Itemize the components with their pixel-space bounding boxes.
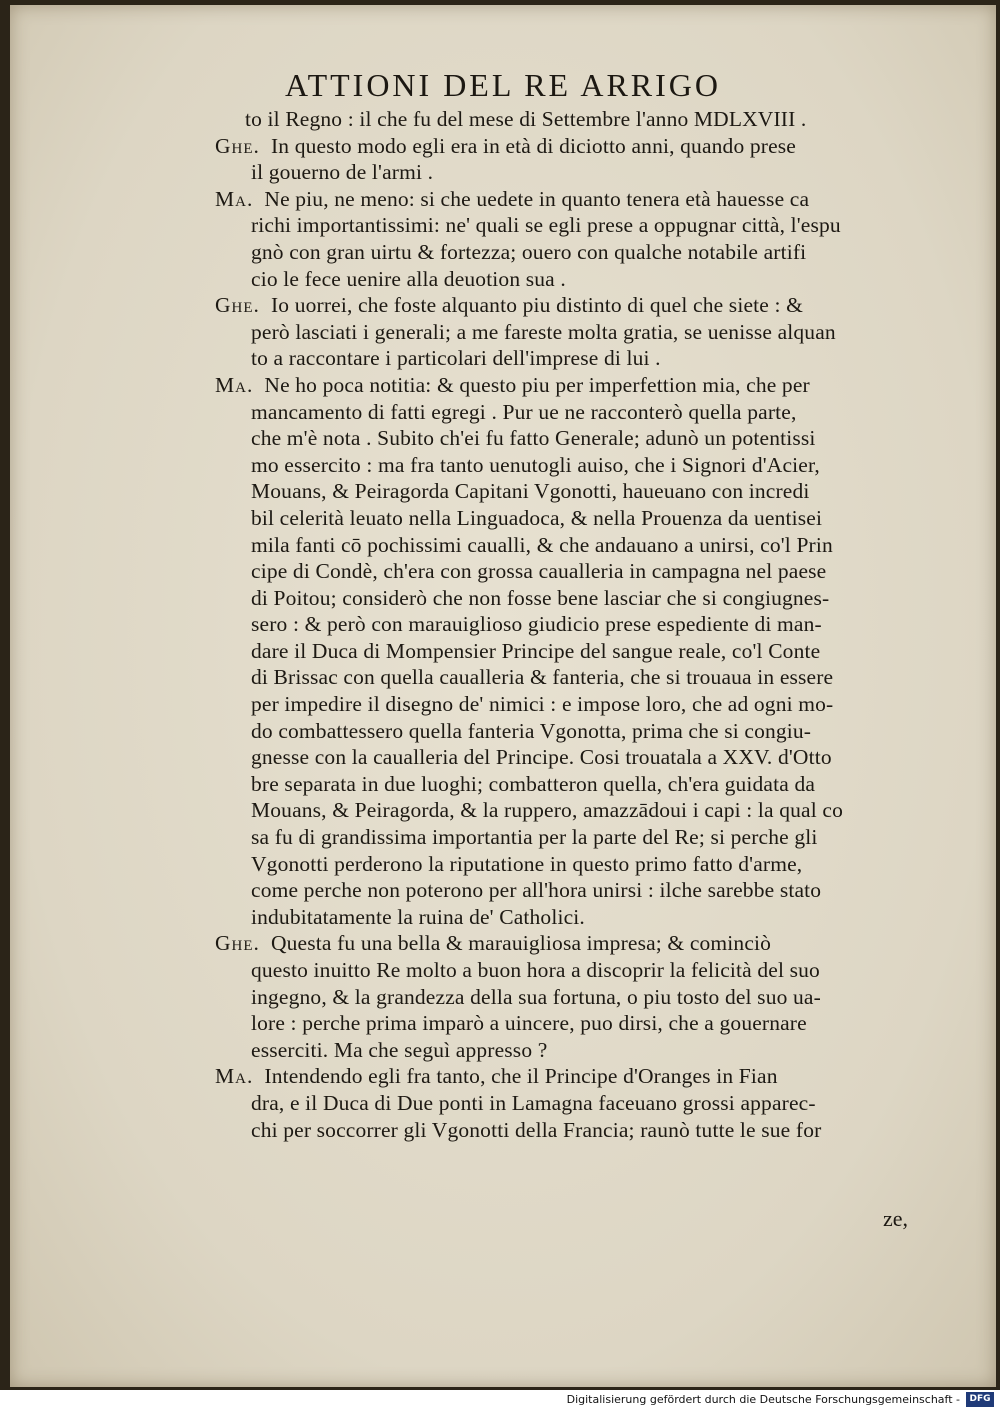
text-line	[251, 1117, 915, 1144]
line-text: Mouans, & Peiragorda Capitani Vgonotti, haueuano con incredi	[251, 479, 810, 504]
text-line	[245, 106, 915, 133]
line-text: mancamento di fatti egregi . Pur ue ne racconterò quella parte,	[251, 399, 797, 424]
speaker-label: Ma.	[215, 1064, 254, 1089]
text-line	[251, 212, 915, 239]
text-line	[251, 638, 915, 665]
text-line	[215, 1063, 915, 1090]
text-line	[251, 585, 915, 612]
text-line	[215, 930, 915, 957]
text-line	[251, 266, 915, 293]
text-line	[251, 1010, 915, 1037]
line-text: chi per soccorrer gli Vgonotti della Francia; raunò tutte le sue for	[251, 1117, 822, 1142]
text-line	[251, 452, 915, 479]
text-line	[251, 691, 915, 718]
speaker-label: Ghe.	[215, 293, 260, 318]
line-text: cio le fece uenire alla deuotion sua .	[251, 266, 566, 291]
text-line	[215, 292, 915, 319]
line-text: Mouans, & Peiragorda, & la ruppero, amazzādoui i capi : la qual co	[251, 798, 843, 823]
line-text: Ne piu, ne meno: si che uedete in quanto tenera età hauesse ca	[264, 186, 810, 211]
text-line	[215, 133, 915, 160]
running-header: ATTIONI DEL RE ARRIGO	[285, 67, 721, 103]
text-line	[251, 425, 915, 452]
text-line	[251, 1037, 915, 1064]
text-line	[215, 372, 915, 399]
text-line	[251, 877, 915, 904]
line-text: ingegno, & la grandezza della sua fortuna, o piu tosto del suo ua-	[251, 984, 821, 1009]
text-line	[251, 771, 915, 798]
line-text: però lasciati i generali; a me fareste molta gratia, se uenisse alquan	[251, 319, 836, 344]
text-line	[251, 851, 915, 878]
line-text: come perche non poterono per all'hora unirsi : ilche sarebbe stato	[251, 878, 822, 903]
text-line	[251, 159, 915, 186]
text-line	[251, 239, 915, 266]
footer-credit: Digitalisierung gefördert durch die Deutsche Forschungsgemeinschaft -	[566, 1393, 960, 1406]
speaker-label: Ma.	[215, 372, 254, 397]
line-text: esserciti. Ma che seguì appresso ?	[251, 1037, 548, 1062]
speaker-label: Ma.	[215, 186, 254, 211]
dfg-logo: DFG	[966, 1392, 994, 1407]
line-text: sa fu di grandissima importantia per la parte del Re; si perche gli	[251, 825, 818, 850]
text-line	[251, 824, 915, 851]
text-line	[251, 505, 915, 532]
text-line	[251, 319, 915, 346]
catchword: ze,	[882, 1206, 908, 1231]
text-line	[251, 904, 915, 931]
line-text: mo essercito : ma fra tanto uenutogli auiso, che i Signori d'Acier,	[251, 452, 820, 477]
line-text: to il Regno : il che fu del mese di Settembre l'anno MDLXVIII .	[245, 107, 807, 131]
line-text: mila fanti cō pochissimi caualli, & che andauano a unirsi, co'l Prin	[251, 532, 833, 557]
line-text: per impedire il disegno de' nimici : e impose loro, che ad ogni mo-	[251, 692, 834, 717]
text-line	[251, 345, 915, 372]
line-text: di Poitou; considerò che non fosse bene lasciar che si congiugnes-	[251, 585, 830, 610]
line-text: indubitatamente la ruina de' Catholici.	[251, 904, 585, 929]
text-line	[251, 984, 915, 1011]
speaker-label: Ghe.	[215, 931, 260, 956]
line-text: dare il Duca di Mompensier Principe del sangue reale, co'l Conte	[251, 638, 821, 663]
text-line	[251, 532, 915, 559]
text-line	[251, 718, 915, 745]
line-text: questo inuitto Re molto a buon hora a discoprir la felicità del suo	[251, 958, 820, 982]
line-text: Io uorrei, che foste alquanto piu distinto di quel che siete : &	[270, 293, 804, 318]
line-text: In questo modo egli era in età di diciotto anni, quando prese	[270, 133, 796, 158]
line-text: do combattessero quella fanteria Vgonotta, prima che si congiu-	[251, 718, 812, 743]
text-line	[251, 399, 915, 426]
text-line	[251, 664, 915, 691]
line-text: Vgonotti perderono la riputatione in questo primo fatto d'arme,	[251, 851, 803, 876]
line-text: sero : & però con marauiglioso giudicio prese espediente di man-	[251, 612, 822, 637]
line-text: che m'è nota . Subito ch'ei fu fatto Generale; adunò un potentissi	[251, 426, 816, 451]
text-line	[251, 611, 915, 638]
line-text: gnesse con la caualleria del Principe. Cosi trouatala a XXV. d'Otto	[251, 745, 832, 770]
text-line	[251, 1090, 915, 1117]
line-text: il gouerno de l'armi .	[251, 160, 434, 185]
text-line	[251, 558, 915, 585]
line-text: dra, e il Duca di Due ponti in Lamagna faceuano grossi apparec-	[251, 1090, 816, 1115]
text-line	[251, 744, 915, 771]
line-text: gnò con gran uirtu & fortezza; ouero con qualche notabile artifi	[251, 239, 807, 264]
text-line	[251, 957, 915, 984]
text-line	[251, 478, 915, 505]
line-text: to a raccontare i particolari dell'imprese di lui .	[251, 346, 661, 371]
line-text: bre separata in due luoghi; combatteron quella, ch'era guidata da	[251, 771, 816, 796]
line-text: di Brissac con quella caualleria & fanteria, che si trouaua in essere	[251, 665, 834, 690]
line-text: cipe di Condè, ch'era con grossa caualleria in campagna nel paese	[251, 559, 827, 584]
body-text	[215, 106, 915, 1143]
text-line	[251, 797, 915, 824]
text-line	[215, 186, 915, 213]
line-text: lore : perche prima imparò a uincere, puo dirsi, che a gouernare	[251, 1011, 807, 1036]
line-text: bil celerità leuato nella Linguadoca, & nella Prouenza da uentisei	[251, 505, 823, 530]
line-text: Intendendo egli fra tanto, che il Principe d'Oranges in Fian	[264, 1064, 778, 1089]
speaker-label: Ghe.	[215, 133, 260, 158]
line-text: richi importantissimi: ne' quali se egli prese a oppugnar città, l'espu	[251, 213, 841, 238]
line-text: Questa fu una bella & marauigliosa impresa; & cominciò	[270, 931, 772, 956]
line-text: Ne ho poca notitia: & questo piu per imperfettion mia, che per	[264, 372, 810, 397]
